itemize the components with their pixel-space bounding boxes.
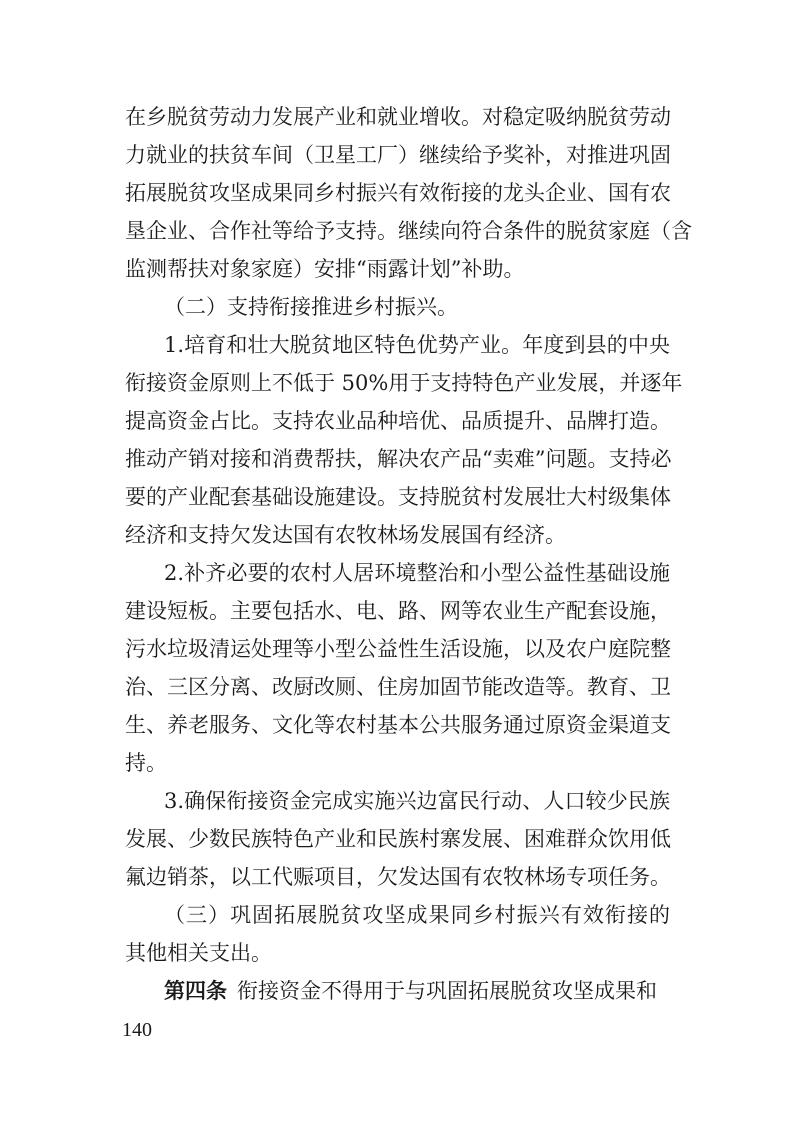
section-heading: （二）支持衔接推进乡村振兴。 (164, 295, 458, 319)
paragraph-line: 发展、少数民族特色产业和民族村寨发展、困难群众饮用低 (125, 827, 671, 851)
paragraph-line: 治、三区分离、改厨改厕、住房加固节能改造等。教育、卫 (125, 675, 671, 699)
paragraph-line: 2.补齐必要的农村人居环境整治和小型公益性基础设施 (164, 561, 670, 585)
paragraph-line: 氟边销茶，以工代赈项目，欠发达国有农牧林场专项任务。 (125, 865, 671, 889)
paragraph-line: 要的产业配套基础设施建设。支持脱贫村发展壮大村级集体 (125, 485, 671, 509)
paragraph-line: 3.确保衔接资金完成实施兴边富民行动、人口较少民族 (164, 789, 670, 813)
paragraph-line: 垦企业、合作社等给予支持。继续向符合条件的脱贫家庭（含 (125, 219, 692, 243)
article-label: 第四条 (164, 978, 227, 1003)
paragraph-line: 监测帮扶对象家庭）安排“雨露计划”补助。 (125, 257, 525, 281)
article-line (164, 976, 670, 1006)
paragraph-line: 力就业的扶贫车间（卫星工厂）继续给予奖补，对推进巩固 (125, 143, 671, 167)
paragraph-line: 拓展脱贫攻坚成果同乡村振兴有效衔接的龙头企业、国有农 (125, 181, 671, 205)
paragraph-line: 持。 (125, 751, 167, 775)
paragraph-line: 推动产销对接和消费帮扶，解决农产品“卖难”问题。支持必 (125, 447, 672, 471)
paragraph-line: 衔接资金原则上不低于 50%用于支持特色产业发展，并逐年 (125, 371, 683, 395)
section-heading: （三）巩固拓展脱贫攻坚成果同乡村振兴有效衔接的 (164, 903, 670, 927)
paragraph-line: 经济和支持欠发达国有农牧林场发展国有经济。 (125, 523, 566, 547)
paragraph-line: 污水垃圾清运处理等小型公益性生活设施，以及农户庭院整 (125, 637, 671, 661)
page-number: 140 (122, 1019, 152, 1041)
paragraph-line: 提高资金占比。支持农业品种培优、品质提升、品牌打造。 (125, 409, 671, 433)
paragraph-line: 1.培育和壮大脱贫地区特色优势产业。年度到县的中央 (164, 333, 670, 357)
paragraph-line: 生、养老服务、文化等农村基本公共服务通过原资金渠道支 (125, 713, 671, 737)
paragraph-line: 在乡脱贫劳动力发展产业和就业增收。对稳定吸纳脱贫劳动 (125, 105, 671, 129)
section-heading: 其他相关支出。 (125, 941, 272, 965)
article-text: 衔接资金不得用于与巩固拓展脱贫攻坚成果和 (237, 979, 657, 1003)
paragraph-line: 建设短板。主要包括水、电、路、网等农业生产配套设施， (125, 599, 671, 623)
